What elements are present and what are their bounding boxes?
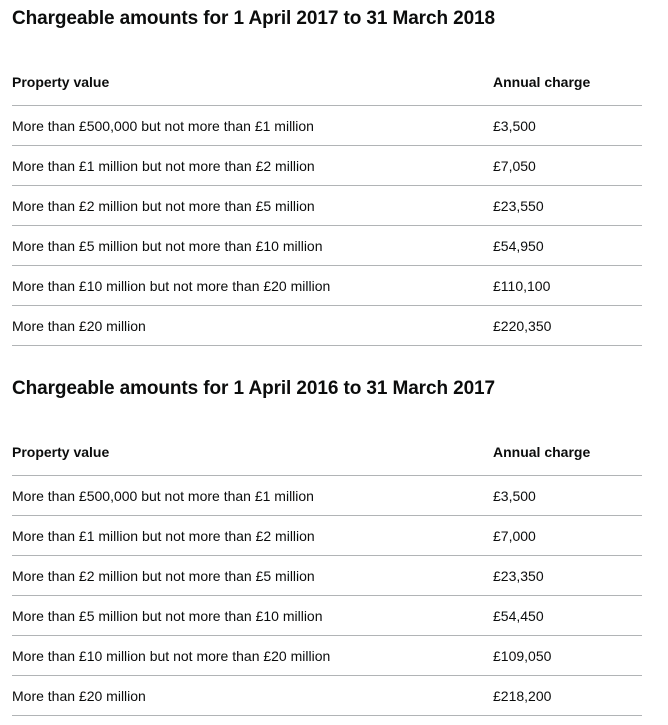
column-header-property-value: Property value [12, 62, 493, 106]
chargeable-amounts-2017-2018 [12, 0, 642, 346]
table-row [12, 106, 642, 146]
table-row [12, 676, 642, 716]
table-row [12, 596, 642, 636]
table-header-row [12, 432, 642, 476]
annual-charge-cell: £54,450 [493, 596, 642, 636]
property-value-cell: More than £20 million [12, 676, 493, 716]
charges-table [12, 432, 642, 716]
property-value-cell: More than £5 million but not more than £10 million [12, 596, 493, 636]
charges-table [12, 62, 642, 346]
property-value-cell: More than £10 million but not more than £20 million [12, 266, 493, 306]
annual-charge-cell: £23,550 [493, 186, 642, 226]
property-value-cell: More than £10 million but not more than £20 million [12, 636, 493, 676]
table-row [12, 226, 642, 266]
property-value-cell: More than £1 million but not more than £2 million [12, 146, 493, 186]
annual-charge-cell: £3,500 [493, 106, 642, 146]
property-value-cell: More than £5 million but not more than £10 million [12, 226, 493, 266]
property-value-cell: More than £500,000 but not more than £1 million [12, 106, 493, 146]
annual-charge-cell: £110,100 [493, 266, 642, 306]
property-value-cell: More than £2 million but not more than £5 million [12, 186, 493, 226]
annual-charge-cell: £23,350 [493, 556, 642, 596]
column-header-annual-charge: Annual charge [493, 432, 642, 476]
table-row [12, 636, 642, 676]
table-row [12, 516, 642, 556]
section-heading: Chargeable amounts for 1 April 2017 to 31 March 2018 [12, 8, 495, 29]
table-row [12, 146, 642, 186]
table-row [12, 266, 642, 306]
table-row [12, 186, 642, 226]
column-header-annual-charge: Annual charge [493, 62, 642, 106]
table-row [12, 306, 642, 346]
annual-charge-cell: £218,200 [493, 676, 642, 716]
property-value-cell: More than £20 million [12, 306, 493, 346]
annual-charge-cell: £7,050 [493, 146, 642, 186]
table-row [12, 556, 642, 596]
property-value-cell: More than £2 million but not more than £5 million [12, 556, 493, 596]
annual-charge-cell: £220,350 [493, 306, 642, 346]
column-header-property-value: Property value [12, 432, 493, 476]
annual-charge-cell: £7,000 [493, 516, 642, 556]
annual-charge-cell: £3,500 [493, 476, 642, 516]
property-value-cell: More than £1 million but not more than £2 million [12, 516, 493, 556]
chargeable-amounts-2016-2017 [12, 370, 642, 716]
annual-charge-cell: £54,950 [493, 226, 642, 266]
annual-charge-cell: £109,050 [493, 636, 642, 676]
table-row [12, 476, 642, 516]
property-value-cell: More than £500,000 but not more than £1 million [12, 476, 493, 516]
section-heading: Chargeable amounts for 1 April 2016 to 31 March 2017 [12, 378, 495, 399]
table-header-row [12, 62, 642, 106]
